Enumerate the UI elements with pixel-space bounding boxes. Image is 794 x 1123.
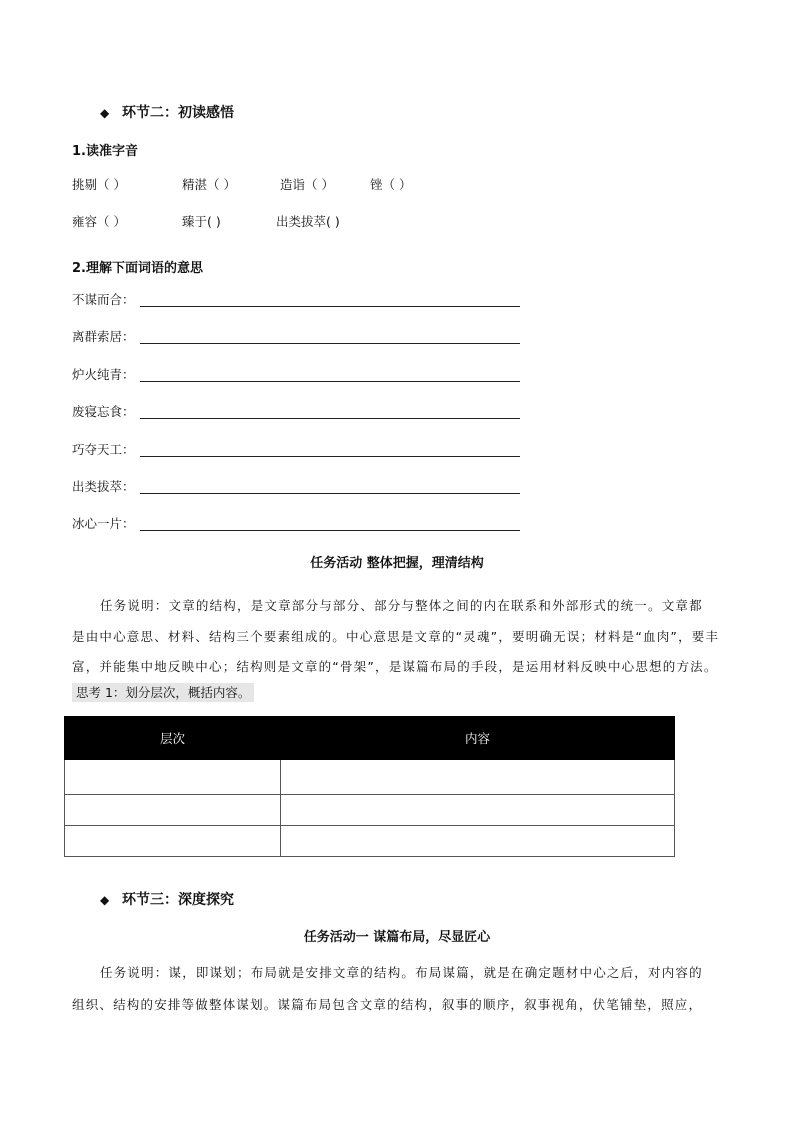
diamond-icon: ◆ bbox=[100, 106, 110, 120]
answer-line[interactable] bbox=[140, 381, 520, 382]
table-cell[interactable] bbox=[65, 826, 281, 857]
answer-line[interactable] bbox=[140, 418, 520, 419]
pinyin-item: 雍容（ ） bbox=[72, 214, 126, 229]
task-title: 任务活动一 谋篇布局，尽显匠心 bbox=[303, 930, 491, 945]
pinyin-item: 出类拔萃( ) bbox=[276, 214, 340, 229]
table-row bbox=[65, 826, 675, 857]
table-cell[interactable] bbox=[65, 760, 281, 795]
task-paragraph-line: 任务说明：文章的结构，是文章部分与部分、部分与整体之间的内在联系和外部形式的统一。文章都 bbox=[100, 598, 703, 613]
task-paragraph-line: 富，并能集中地反映中心；结构则是文章的“骨架”，是谋篇布局的手段，是运用材料反映中心思想的方法。 bbox=[72, 659, 718, 674]
think-question bbox=[72, 683, 254, 701]
task-paragraph-line: 组织、结构的安排等做整体谋划。谋篇布局包含文章的结构，叙事的顺序，叙事视角，伏笔铺垫，照应， bbox=[72, 997, 703, 1012]
answer-line[interactable] bbox=[140, 306, 520, 307]
task-paragraph-line: 是由中心意思、材料、结构三个要素组成的。中心意思是文章的“灵魂”，要明确无误；材料是“血肉”，要丰 bbox=[72, 629, 720, 644]
answer-line[interactable] bbox=[140, 493, 520, 494]
vocab-term: 炉火纯青： bbox=[72, 367, 135, 382]
table-row bbox=[65, 795, 675, 826]
pinyin-item: 精湛（ ） bbox=[182, 177, 236, 192]
header-content: 内容 bbox=[281, 717, 675, 760]
reading-heading: 1.读准字音 bbox=[72, 144, 138, 159]
section-heading-3 bbox=[100, 889, 234, 909]
pinyin-item: 挑剔（ ） bbox=[72, 177, 126, 192]
answer-line[interactable] bbox=[140, 343, 520, 344]
vocab-term: 冰心一片： bbox=[72, 516, 135, 531]
vocab-term: 出类拔萃： bbox=[72, 479, 135, 494]
structure-table bbox=[64, 716, 675, 857]
section-heading-2 bbox=[100, 102, 234, 122]
vocab-term: 离群索居： bbox=[72, 329, 135, 344]
section-title: 环节三：深度探究 bbox=[122, 892, 234, 908]
pinyin-item: 锉（ ） bbox=[370, 177, 412, 192]
diamond-icon: ◆ bbox=[100, 893, 110, 907]
vocab-term: 巧夺天工： bbox=[72, 442, 135, 457]
table-cell[interactable] bbox=[65, 795, 281, 826]
table-cell[interactable] bbox=[281, 826, 675, 857]
section-title: 环节二：初读感悟 bbox=[122, 105, 234, 121]
answer-line[interactable] bbox=[140, 456, 520, 457]
task-title: 任务活动 整体把握，理清结构 bbox=[310, 556, 484, 571]
vocab-term: 不谋而合： bbox=[72, 292, 135, 307]
table-cell[interactable] bbox=[281, 760, 675, 795]
vocab-heading: 2.理解下面词语的意思 bbox=[72, 261, 203, 276]
answer-line[interactable] bbox=[140, 530, 520, 531]
header-level: 层次 bbox=[65, 717, 281, 760]
table-row bbox=[65, 760, 675, 795]
vocab-term: 废寝忘食： bbox=[72, 404, 135, 419]
pinyin-item: 造诣（ ） bbox=[280, 177, 334, 192]
table-cell[interactable] bbox=[281, 795, 675, 826]
pinyin-item: 臻于( ) bbox=[182, 214, 221, 229]
task-paragraph-line: 任务说明：谋，即谋划；布局就是安排文章的结构。布局谋篇，就是在确定题材中心之后，对内容的 bbox=[100, 965, 703, 980]
think-question-text: 思考 1：划分层次，概括内容。 bbox=[72, 683, 254, 702]
